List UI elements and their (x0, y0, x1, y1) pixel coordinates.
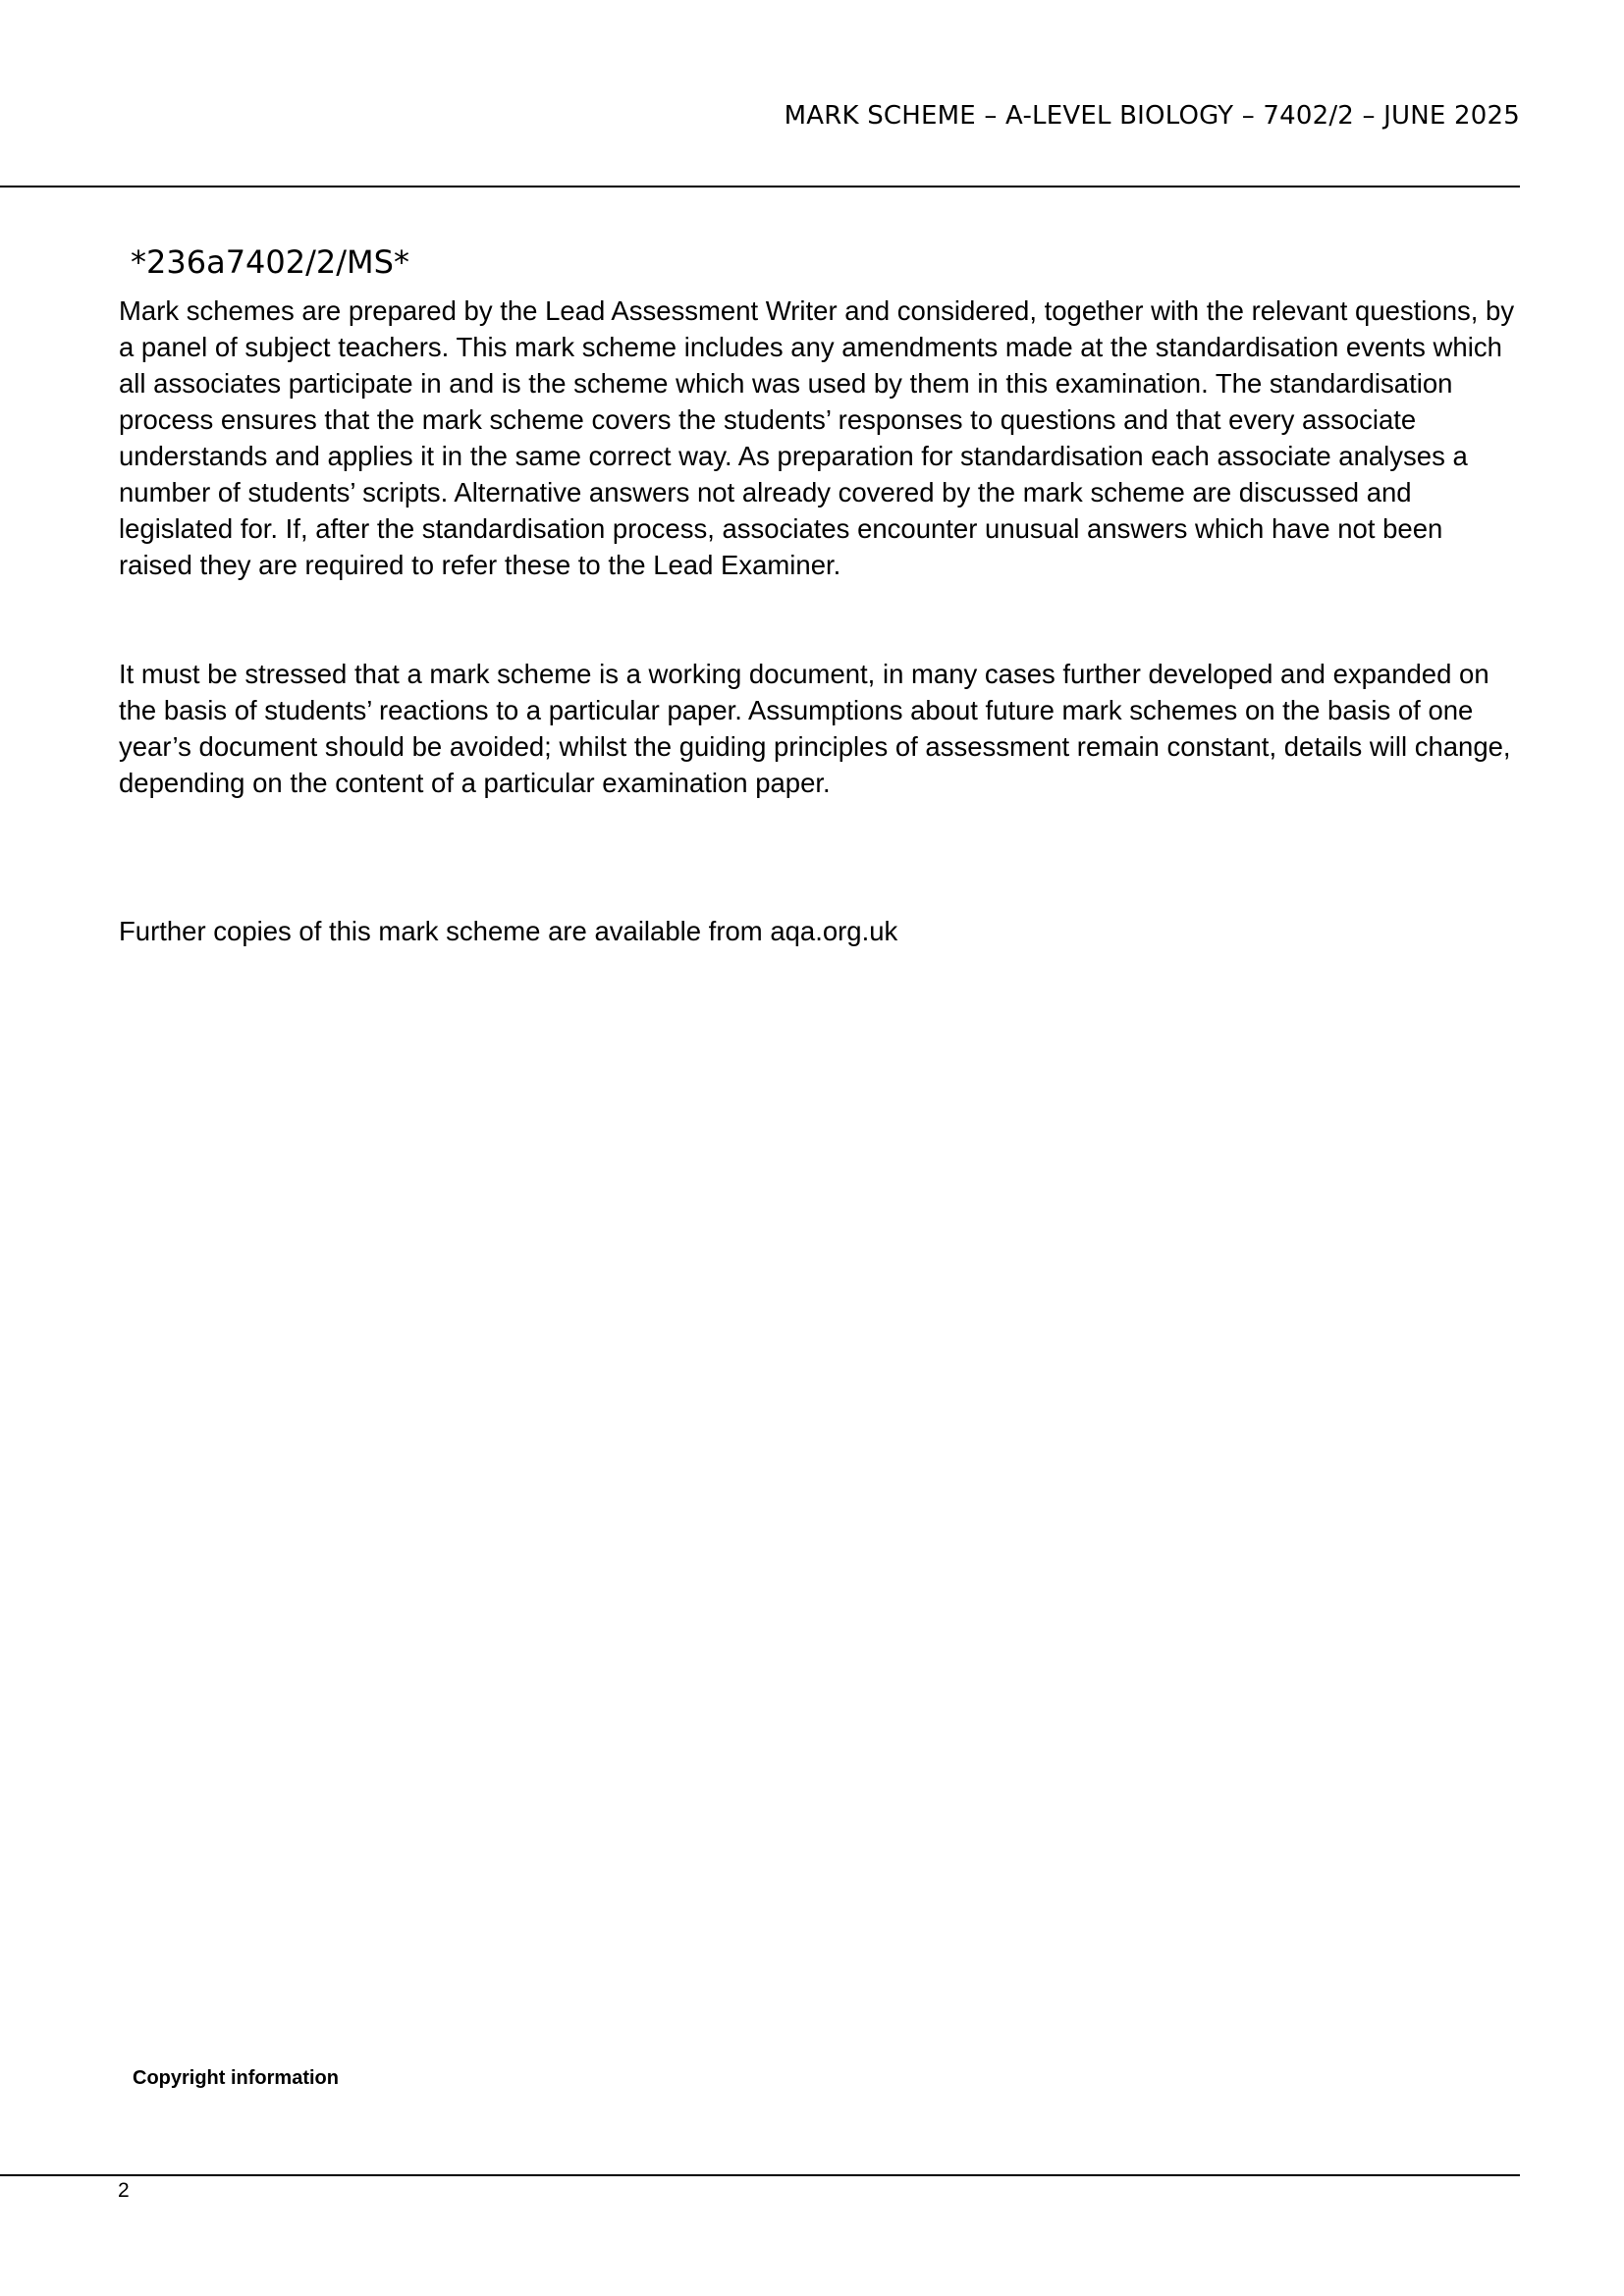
page-header-title: MARK SCHEME – A-LEVEL BIOLOGY – 7402/2 – JUNE 2025 (784, 101, 1520, 131)
paragraph-text: Mark schemes are prepared by the Lead Assessment Writer and considered, together with the relevant questions, by a panel of subject teachers. This mark scheme includes any amendments made at the standardisation events which all associates participate in and is the scheme which was used by them in this examination. The standardisation process ensures that the mark scheme covers the students’ responses to questions and that every associate understands and applies it in the same correct way. As preparation for standardisation each associate analyses a number of students’ scripts. Alternative answers not already covered by the mark scheme are discussed and legislated for. If, after the standardisation process, associates encounter unusual answers which have not been raised they are required to refer these to the Lead Examiner. (119, 295, 1515, 580)
page-number: 2 (118, 2179, 130, 2202)
paragraph-text: It must be stressed that a mark scheme is a working document, in many cases further developed and expanded on the basis of students’ reactions to a particular paper. Assumptions about future mark schemes on the basis of one year’s document should be avoided; whilst the guiding principles of assessment remain constant, details will change, depending on the content of a particular examination paper. (119, 659, 1511, 798)
document-code: *236a7402/2/MS* (131, 243, 409, 281)
paragraph-text: Further copies of this mark scheme are available from aqa.org.uk (119, 916, 898, 946)
intro-paragraph (119, 293, 1523, 583)
further-copies-paragraph (119, 913, 1523, 949)
copyright-information: Copyright information (133, 2067, 339, 2089)
header-divider (0, 186, 1520, 187)
working-document-paragraph (119, 656, 1523, 801)
footer-divider (0, 2174, 1520, 2176)
